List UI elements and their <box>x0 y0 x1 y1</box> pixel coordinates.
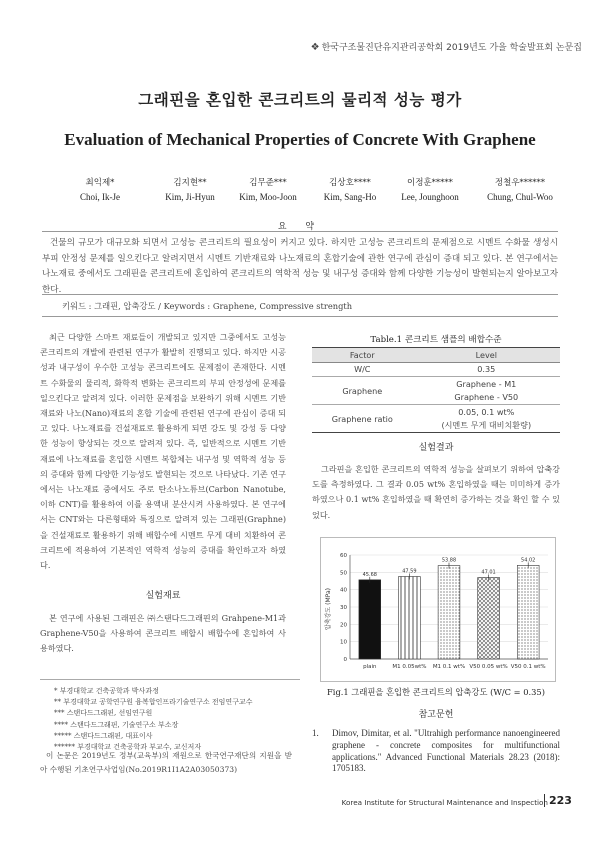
acknowledgement: 이 논문은 2019년도 정부(교육부)의 재원으로 한국연구재단의 지원을 받아 수행된 기초연구사업임(No.2019R1I1A2A03050373) <box>40 751 292 774</box>
author: 김지현** Kim, Ji-Hyun <box>165 178 215 202</box>
table-row: W/C 0.35 <box>312 362 560 377</box>
mix-table <box>312 347 560 433</box>
y-tick-label: 30 <box>340 605 347 611</box>
bar-value-label: 54.02 <box>521 557 536 564</box>
y-tick-label: 50 <box>340 570 347 577</box>
divider <box>42 316 558 317</box>
materials-text: 본 연구에 사용된 그래핀은 ㈜스탠다드그래핀의 Grahpene-M1과 Graphene-V50을 사용하여 콘크리트 배합시 배합수에 혼입하여 사용하였다. <box>40 613 286 654</box>
section-heading-materials: 실험재료 <box>145 591 181 601</box>
author: 최익제* Choi, Ik-Je <box>80 178 120 202</box>
table-header: Factor <box>312 348 413 363</box>
footnotes: * 부경대학교 건축공학과 박사과정 ** 부경대학교 공학연구원 융복합인프라기술연구소 전임연구교수 *** 스탠다드그래핀, 선임연구원 **** 스탠다드그래핀, 기술연구소 부소장 ***** 스탠다드그래핀, 대표이사 ****** 부경대학교 건축공학과 부교수, 교신저자 <box>40 679 300 753</box>
abstract-body: 건물의 규모가 대규모화 되면서 고성능 콘크리트의 필요성이 커지고 있다. 하지만 고성능 콘크리트의 문제점으로 시멘트 수화물 생성시 부피 안정성 문제를 일으킨다고 알려지면서 시멘트 기반재료와 나노재료의 혼합기술에 관한 연구에 관심이 증대 되고 있다. 본 연구에서는 나노재료 중에서도 그래핀을 콘크리트에 혼입하여 콘크리트의 역학적 성능 및 내구성 증대와 함께 다양한 기능성이 발현되는지 알아보고자 한다. <box>42 238 558 295</box>
results-text: 그라핀을 혼입한 콘크리트의 역학적 성능을 살펴보기 위하여 압축강도를 측정하였다. 그 결과 0.05 wt% 혼입하였을 때는 미미하게 증가하였으나 0.1 wt% 혼입하였을 때 확연히 증가하는 것을 확인 할 수 있었다. <box>312 464 560 520</box>
author: 이정훈***** Lee, Jounghoon <box>401 178 459 202</box>
table-row: Graphene Graphene - M1 <box>312 377 560 391</box>
table-header: Level <box>413 348 560 363</box>
table-row: (시멘트 무게 대비치환량) <box>312 419 560 433</box>
y-tick-label: 60 <box>340 553 347 559</box>
footer-text: Korea Institute for Structural Maintenance and Inspection <box>341 798 548 807</box>
bar <box>438 566 460 659</box>
table-row: Graphene - V50 <box>312 391 560 405</box>
bar <box>478 578 500 659</box>
compressive-strength-chart <box>320 537 556 682</box>
section-heading-references: 참고문헌 <box>418 710 454 720</box>
page-number: 223 <box>544 794 572 807</box>
abstract-heading: 요 약 <box>277 222 323 232</box>
y-tick-label: 40 <box>340 587 347 594</box>
bar-value-label: 45.68 <box>362 571 377 578</box>
table-caption: Table.1 콘크리트 샘플의 배합수준 <box>370 335 502 345</box>
bar-value-label: 53.88 <box>441 557 457 564</box>
bar-value-label: 47.01 <box>481 569 496 576</box>
divider <box>42 294 558 295</box>
x-tick-label: M1 0.05wt% <box>392 664 427 670</box>
bar-value-label: 47.59 <box>402 568 417 575</box>
keywords: 키워드 : 그래핀, 압축강도 / Keywords : Graphene, Compressive strength <box>62 301 353 311</box>
bar <box>359 580 381 659</box>
x-tick-label: plain <box>363 664 377 670</box>
header-text: 한국구조물진단유지관리공학회 2019년도 가을 학술발표회 논문집 <box>321 43 582 53</box>
author: 김무준*** Kim, Moo-Joon <box>239 178 297 202</box>
divider <box>42 231 558 232</box>
title-english: Evaluation of Mechanical Properties of Concrete With Graphene <box>64 130 536 149</box>
y-tick-label: 10 <box>340 639 347 646</box>
page-header <box>311 40 582 53</box>
section-heading-results: 실험결과 <box>418 443 454 453</box>
x-tick-label: V50 0.1 wt% <box>510 664 546 670</box>
reference-item: 1. Dimov, Dimitar, et al. "Ultrahigh performance nanoengineered graphene - concrete composites for multifunctional applications." Advanced Functional Materials 28.23 (2018): 1705183. <box>312 728 560 774</box>
table-row: Graphene ratio 0.05, 0.1 wt% <box>312 405 560 419</box>
y-axis-label: 압축강도 (MPa) <box>325 588 332 630</box>
y-tick-label: 20 <box>340 622 347 629</box>
bar <box>399 577 421 659</box>
x-tick-label: V50 0.05 wt% <box>469 664 508 670</box>
author: 김상호**** Kim, Sang-Ho <box>323 178 377 202</box>
x-tick-label: M1 0.1 wt% <box>432 664 466 670</box>
title-korean: 그래핀을 혼입한 콘크리트의 물리적 성능 평가 <box>138 91 462 109</box>
figure-caption: Fig.1 그래핀을 혼입한 콘크리트의 압축강도 (W/C = 0.35) <box>327 687 545 697</box>
author: 정철우****** Chung, Chul-Woo <box>487 178 553 202</box>
header-mark-icon: ❖ <box>310 42 320 53</box>
bar <box>517 565 539 659</box>
y-tick-label: 0 <box>343 657 347 663</box>
introduction-text: 최근 다양한 스마트 재료들이 개발되고 있지만 그중에서도 고성능 콘크리트의 개발에 관련된 연구가 활발히 진행되고 있다. 하지만 시공성과 내구성이 우수한 고성능 콘크리트에도 문제점이 존재한다. 시멘트 수화물의 물리적, 화학적 변화는 콘크리트의 부피 안정성에 문제를 일으킨다고 알려져 있다. 이러한 문제점을 보완하기 위해 시멘트 기반재료와 나노(Nano)재료의 혼합 기술에 관련된 연구에 관심이 증대 되고 있다. 나노재료를 건설재료로 활용하게 되면 강도 및 강성 등 다양한 성능이 향상되는 것으로 알려져 있다. 즉, 일반적으로 시멘트 기반재료에 나노재료를 혼입한 시멘트 복합체는 내구성 및 역학적 성능 등의 증대와 함께 다양한 기능성도 발현되는 것으로 나타났다. 기존 연구에서는 나노재료 중에서도 주로 탄소나노튜브(Carbon Nanotube, 이하 CNT)를 활용하여 이를 용액내 분산시켜 사용하였다. 본 연구에서는 CNT와는 다른형태와 특징으로 알려져 있는 그래핀(Graphne)을 건설재료로 활용하기 위해 배합수에 시멘트 무게 대비 치환하여 콘크리트에 적용하여 기본적인 역학적 성능의 증대를 확인하고자 하였다. <box>40 332 286 571</box>
